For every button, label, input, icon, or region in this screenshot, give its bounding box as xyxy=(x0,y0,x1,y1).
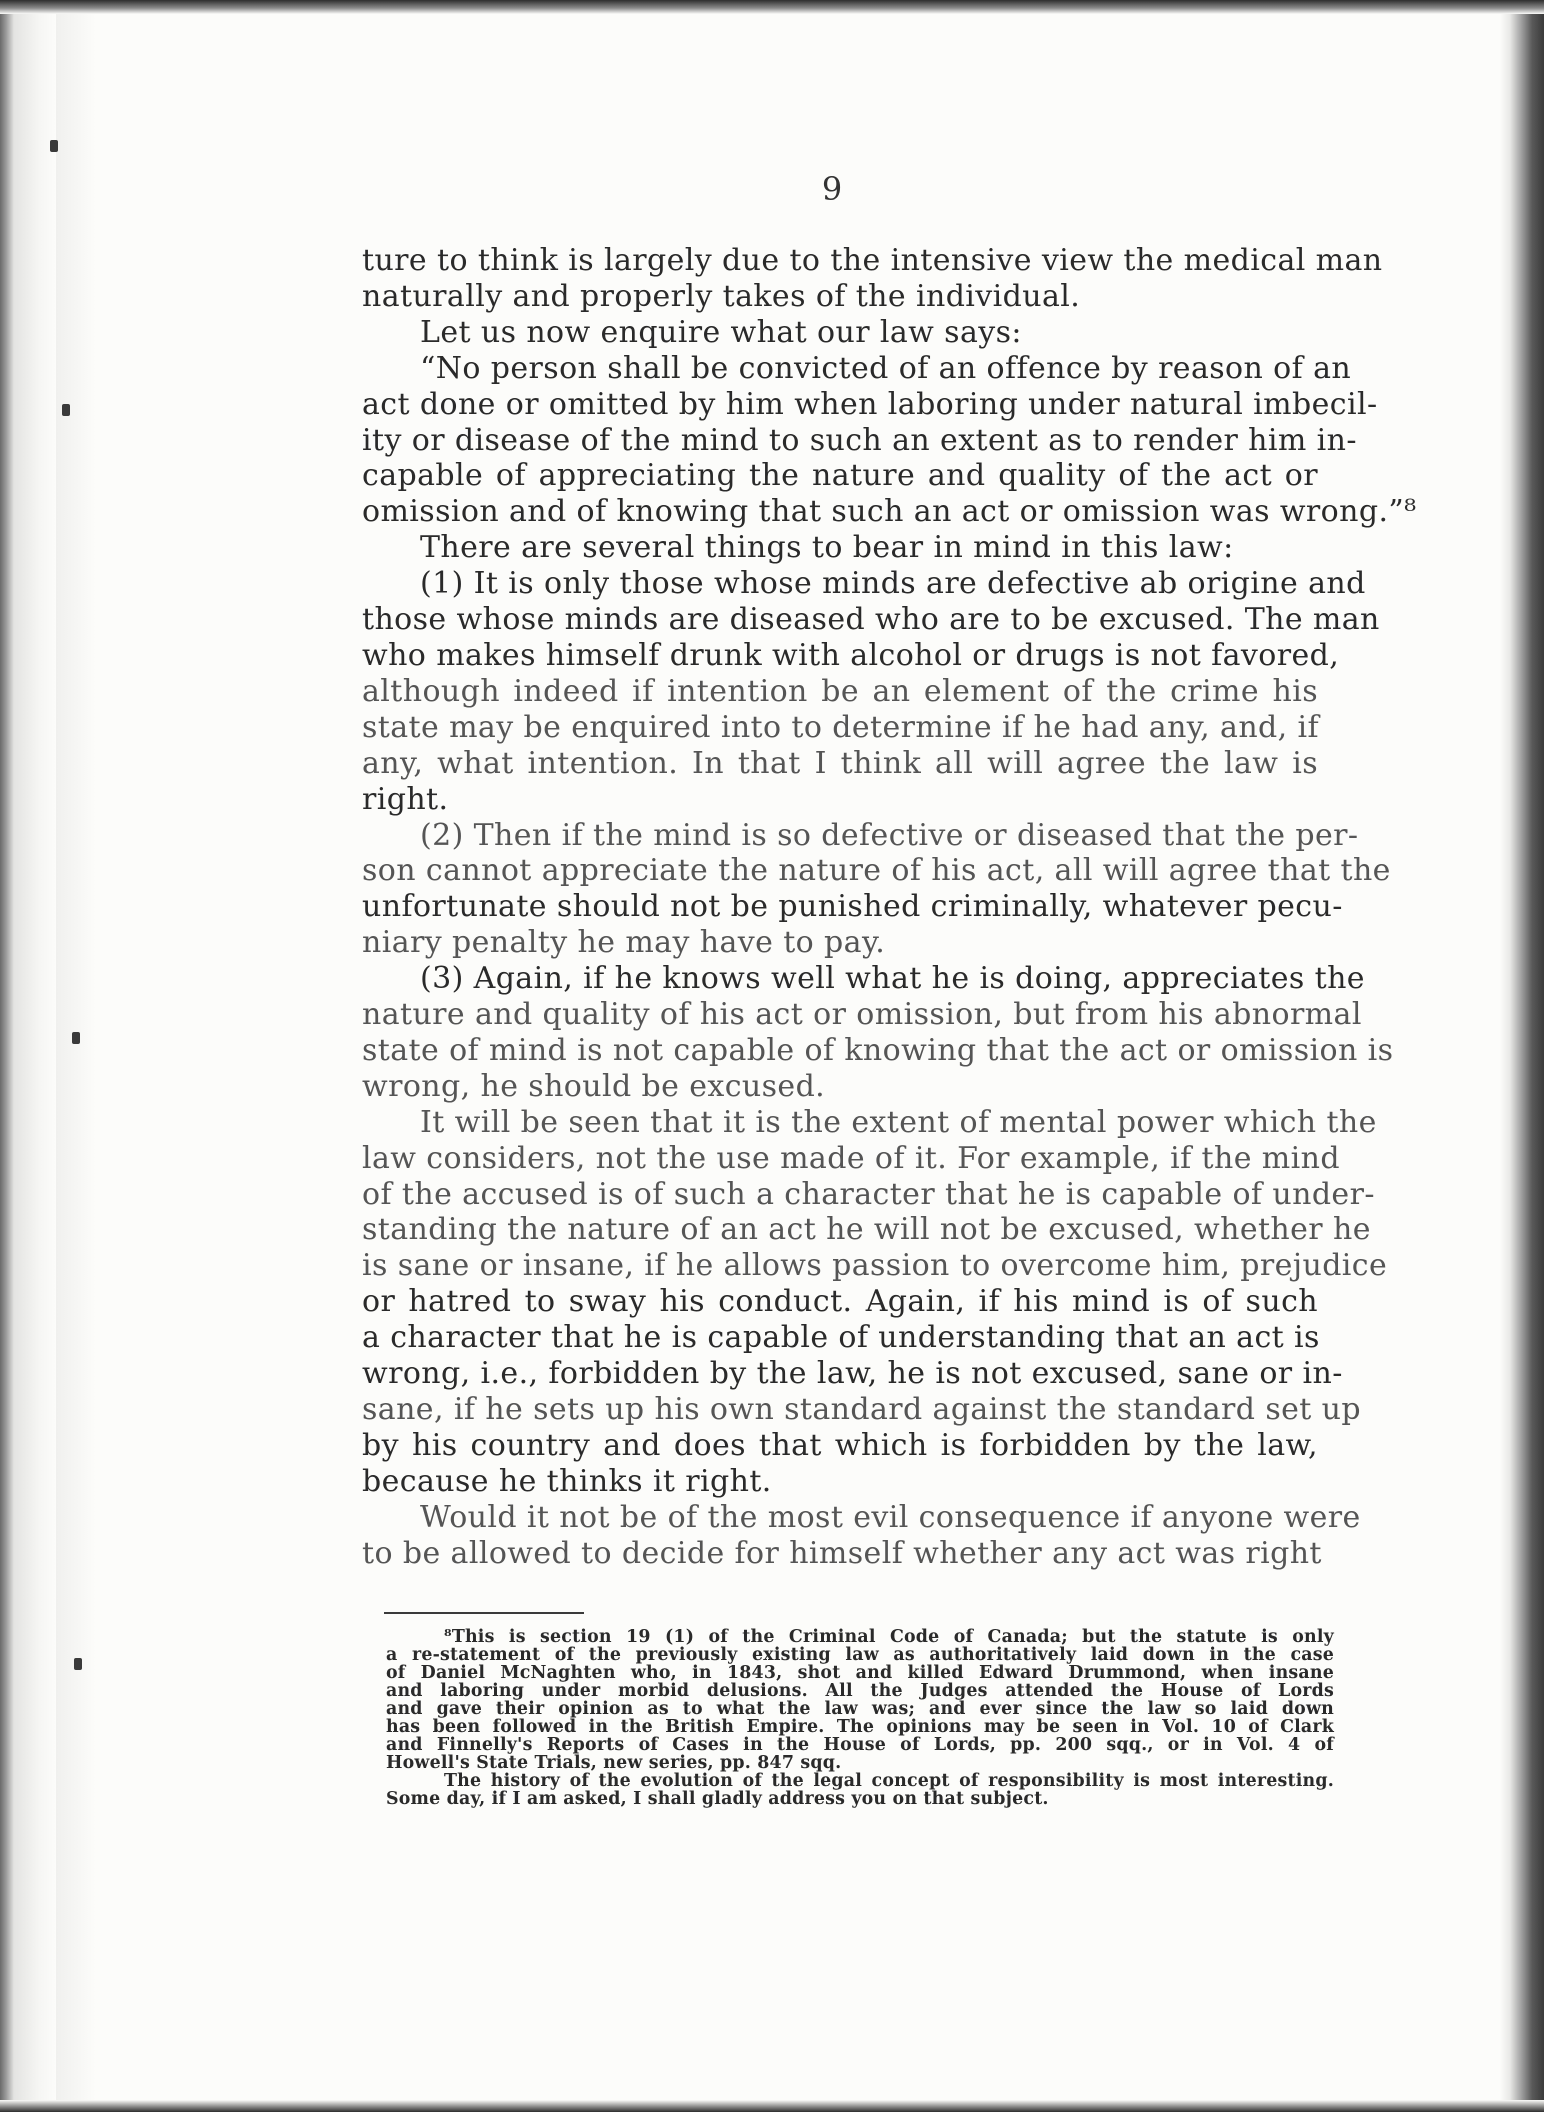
binding-mark xyxy=(74,1658,82,1670)
body-line: wrong, i.e., forbidden by the law, he is not excused, sane or in- xyxy=(362,1356,1343,1392)
body-line: wrong, he should be excused. xyxy=(362,1068,826,1104)
body-line: (2) Then if the mind is so defective or diseased that the per- xyxy=(420,817,1359,853)
body-line: There are several things to bear in mind in this law: xyxy=(420,530,1234,566)
binding-shadow-left xyxy=(0,0,56,2112)
body-line: is sane or insane, if he allows passion to overcome him, prejudice xyxy=(362,1248,1388,1284)
footnote-line: has been followed in the British Empire. The opinions may be seen in Vol. 10 of Clark xyxy=(386,1717,1334,1737)
body-line: although indeed if intention be an element of the crime his xyxy=(362,673,1318,709)
footnote-line: of Daniel McNaghten who, in 1843, shot and killed Edward Drummond, when insane xyxy=(386,1663,1334,1683)
body-line: It will be seen that it is the extent of mental power which the xyxy=(420,1104,1377,1140)
body-line: any, what intention. In that I think all will agree the law is xyxy=(362,745,1318,781)
body-line: Would it not be of the most evil consequence if anyone were xyxy=(420,1499,1361,1535)
gutter xyxy=(56,0,96,2112)
body-line: niary penalty he may have to pay. xyxy=(362,925,886,961)
footnote-line: Some day, if I am asked, I shall gladly address you on that subject. xyxy=(386,1789,1049,1809)
page-number: 9 xyxy=(821,170,843,208)
page-edge-top xyxy=(0,0,1544,14)
body-line: Let us now enquire what our law says: xyxy=(420,314,1022,350)
body-line: by his country and does that which is forbidden by the law, xyxy=(362,1427,1318,1463)
body-line: state may be enquired into to determine if he had any, and, if xyxy=(362,709,1320,745)
body-line: a character that he is capable of understanding that an act is xyxy=(362,1320,1320,1356)
binding-mark xyxy=(62,404,70,416)
body-line: capable of appreciating the nature and quality of the act or xyxy=(362,458,1318,494)
body-line: those whose minds are diseased who are to be excused. The man xyxy=(362,602,1380,638)
body-line: ity or disease of the mind to such an extent as to render him in- xyxy=(362,422,1357,458)
body-line: or hatred to sway his conduct. Again, if his mind is of such xyxy=(362,1284,1318,1320)
footnote-line: The history of the evolution of the legal concept of responsibility is most interesting. xyxy=(444,1771,1334,1791)
footnote-line: Howell's State Trials, new series, pp. 847 sqq. xyxy=(386,1753,842,1773)
body-line: law considers, not the use made of it. For example, if the mind xyxy=(362,1140,1340,1176)
body-line: to be allowed to decide for himself whether any act was right xyxy=(362,1535,1322,1571)
body-line: standing the nature of an act he will not be excused, whether he xyxy=(362,1212,1371,1248)
body-line: “No person shall be convicted of an offence by reason of an xyxy=(420,350,1352,386)
body-line: ture to think is largely due to the intensive view the medical man xyxy=(362,243,1383,278)
footnotes xyxy=(386,1628,1334,1808)
footnote-line: and Finnelly's Reports of Cases in the House of Lords, pp. 200 sqq., or in Vol. 4 of xyxy=(386,1735,1334,1755)
body-line: sane, if he sets up his own standard against the standard set up xyxy=(362,1392,1361,1427)
body-line: who makes himself drunk with alcohol or drugs is not favored, xyxy=(362,637,1340,673)
footnote-line: and laboring under morbid delusions. All the Judges attended the House of Lords xyxy=(386,1681,1334,1701)
body-line: right. xyxy=(362,781,449,817)
body-line: naturally and properly takes of the individual. xyxy=(362,278,1081,314)
body-text xyxy=(362,243,1417,1572)
body-line: of the accused is of such a character that he is capable of under- xyxy=(362,1176,1375,1212)
binding-mark xyxy=(72,1032,80,1044)
body-line: omission and of knowing that such an act or omission was wrong.”⁸ xyxy=(362,494,1417,530)
body-line: son cannot appreciate the nature of his act, all will agree that the xyxy=(362,853,1391,889)
body-line: (1) It is only those whose minds are defective ab origine and xyxy=(420,566,1366,602)
footnote-line: ⁸This is section 19 (1) of the Criminal Code of Canada; but the statute is only xyxy=(444,1627,1334,1647)
body-line: act done or omitted by him when laboring under natural imbecil- xyxy=(362,386,1378,422)
footnote-line: a re-statement of the previously existing law as authoritatively laid down in the case xyxy=(386,1645,1334,1665)
body-line: unfortunate should not be punished criminally, whatever pecu- xyxy=(362,889,1343,925)
footnote-line: and gave their opinion as to what the law was; and ever since the law so laid down xyxy=(386,1699,1334,1719)
page-edge-right xyxy=(1500,0,1544,2112)
footnote-rule xyxy=(384,1612,584,1614)
body-line: state of mind is not capable of knowing that the act or omission is xyxy=(362,1032,1394,1068)
binding-mark xyxy=(50,140,58,152)
body-line: (3) Again, if he knows well what he is doing, appreciates the xyxy=(420,961,1365,997)
body-line: nature and quality of his act or omission, but from his abnormal xyxy=(362,997,1362,1033)
page-edge-bottom xyxy=(0,2100,1544,2112)
body-line: because he thinks it right. xyxy=(362,1463,772,1499)
